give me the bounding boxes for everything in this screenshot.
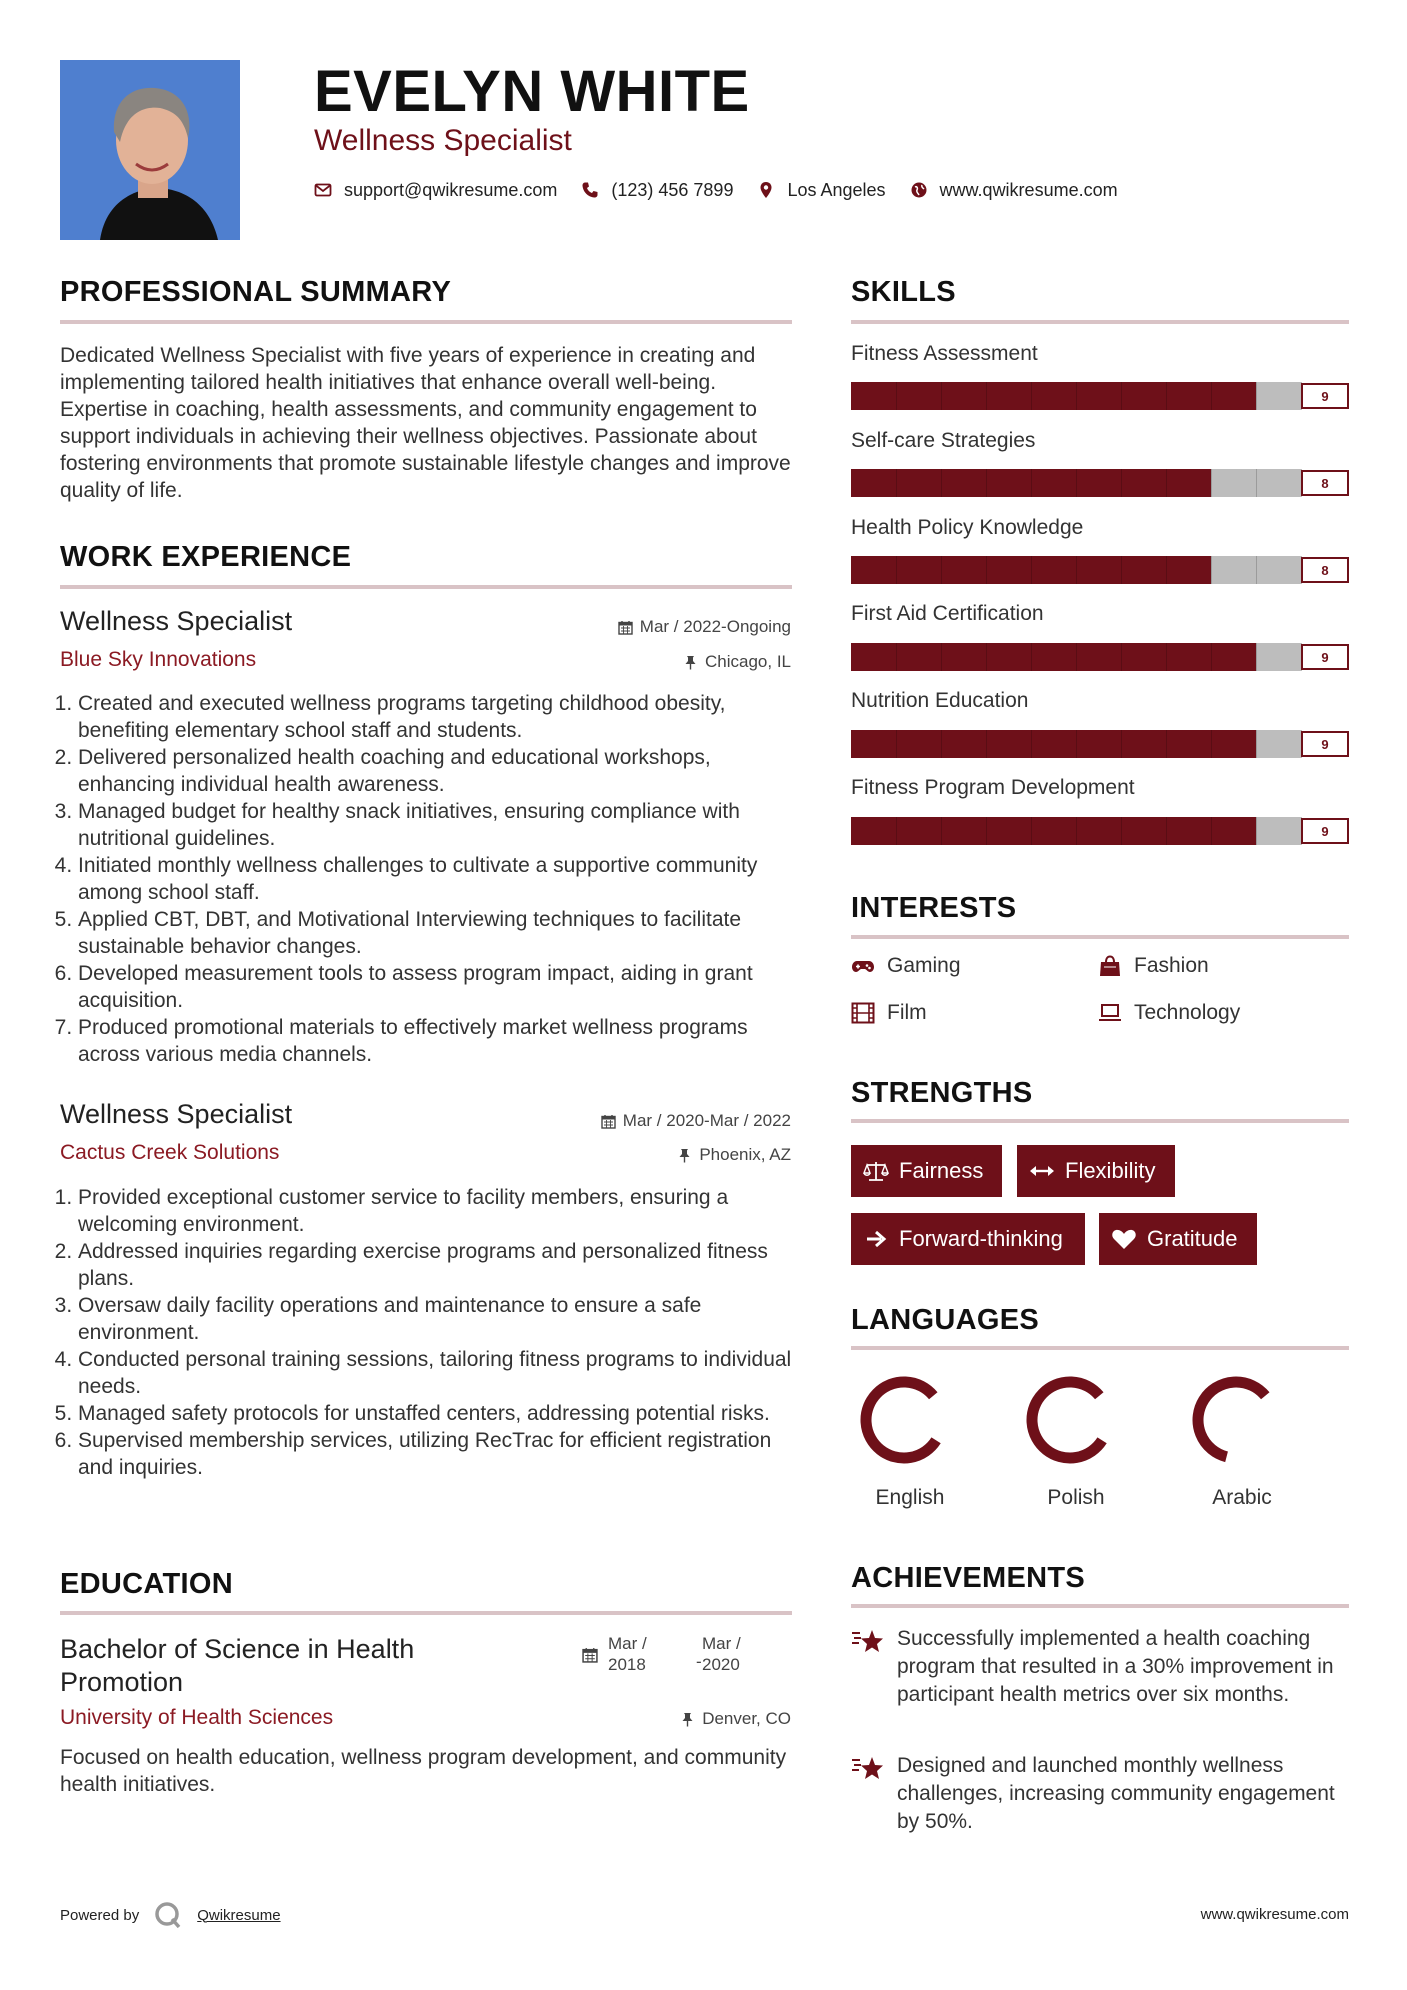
skill-bar <box>851 469 1349 497</box>
experience-heading: WORK EXPERIENCE <box>60 541 352 573</box>
job-bullet: 5. Applied CBT, DBT, and Motivational Interviewing techniques to facilitate sustainable behavior changes. <box>78 906 796 960</box>
skill-segment <box>851 817 897 845</box>
skill-segment <box>896 556 942 584</box>
pushpin-icon <box>680 1712 695 1727</box>
achievements-divider <box>851 1604 1349 1608</box>
job-bullet: 1. Created and executed wellness programs targeting childhood obesity, benefiting elementary school staff and students. <box>78 690 796 744</box>
skills-divider <box>851 320 1349 324</box>
skill-segment <box>986 556 1032 584</box>
shopping-bag-icon <box>1098 955 1122 977</box>
skill-segment <box>1076 643 1122 671</box>
contact-phone[interactable]: (123) 456 7899 <box>611 179 734 200</box>
language-arc <box>1198 1382 1265 1457</box>
language-label: English <box>875 1486 945 1509</box>
job-title: Wellness Specialist <box>60 1099 293 1129</box>
job-location <box>683 652 791 672</box>
skill-bar <box>851 730 1349 758</box>
skill-segment <box>1076 556 1122 584</box>
skill-segment <box>1031 643 1077 671</box>
skill-segment <box>1031 382 1077 410</box>
laptop-icon <box>1098 1002 1122 1024</box>
skill-segment <box>851 469 897 497</box>
strength-label: Fairness <box>899 1158 984 1183</box>
skill-segment <box>1211 382 1257 410</box>
gamepad-icon <box>851 955 875 977</box>
job-bullets <box>60 1184 796 1481</box>
summary-divider <box>60 320 792 324</box>
job-bullet: 5. Managed safety protocols for unstaffed centers, addressing potential risks. <box>78 1400 796 1427</box>
education-location <box>680 1709 791 1729</box>
skill-segment <box>1166 469 1212 497</box>
summary-heading: PROFESSIONAL SUMMARY <box>60 276 452 308</box>
profile-photo <box>60 60 240 240</box>
skill-segment <box>1121 730 1167 758</box>
skill-segment <box>941 556 987 584</box>
skill-score: 9 <box>1301 818 1349 844</box>
skill-segment <box>941 643 987 671</box>
interests-divider <box>851 935 1349 939</box>
skill-segment <box>1211 469 1257 497</box>
candidate-title: Wellness Specialist <box>314 124 572 157</box>
job-bullet: 4. Initiated monthly wellness challenges to cultivate a supportive community among school staff. <box>78 852 796 906</box>
degree-title <box>60 1633 414 1699</box>
skill-bar <box>851 817 1349 845</box>
language-ring <box>858 1374 950 1466</box>
skill-bar <box>851 556 1349 584</box>
skill-segment <box>1076 382 1122 410</box>
skill-segment <box>896 382 942 410</box>
strengths-heading: STRENGTHS <box>851 1077 1033 1109</box>
experience-divider <box>60 585 792 589</box>
skill-segment <box>986 643 1032 671</box>
degree-line: Promotion <box>60 1667 184 1697</box>
job-title: Wellness Specialist <box>60 606 293 636</box>
skill-score: 9 <box>1301 731 1349 757</box>
skill-segment <box>896 730 942 758</box>
footer-website[interactable]: www.qwikresume.com <box>1200 1906 1349 1923</box>
contact-bar <box>314 178 1142 202</box>
contact-website[interactable]: www.qwikresume.com <box>939 179 1118 200</box>
job-bullet: 7. Produced promotional materials to effectively market wellness programs across various media channels. <box>78 1014 796 1068</box>
job-bullet: 6. Developed measurement tools to assess program impact, aiding in grant acquisition. <box>78 960 796 1014</box>
balance-scale-icon <box>863 1160 889 1182</box>
interest-label: Technology <box>1134 1001 1241 1024</box>
language-ring <box>1190 1374 1282 1466</box>
skill-score: 9 <box>1301 383 1349 409</box>
skill-bar <box>851 643 1349 671</box>
skill-segment <box>1121 817 1167 845</box>
skill-segment <box>851 643 897 671</box>
strength-badge <box>851 1213 1085 1265</box>
strength-badge <box>1017 1145 1175 1197</box>
job-dates <box>618 617 791 637</box>
contact-location: Los Angeles <box>787 179 886 200</box>
job-bullet: 3. Oversaw daily facility operations and maintenance to ensure a safe environment. <box>78 1292 796 1346</box>
skill-segment <box>986 469 1032 497</box>
skill-segment <box>1121 556 1167 584</box>
achievement-text: Successfully implemented a health coaching program that resulted in a 30% improvement in participant health metrics over six months. <box>897 1627 1334 1706</box>
skill-segment <box>1256 556 1302 584</box>
skill-segment <box>896 817 942 845</box>
heart-icon <box>1111 1228 1137 1250</box>
skill-segment <box>1256 643 1302 671</box>
company-name: Cactus Creek Solutions <box>60 1141 280 1164</box>
skill-segment <box>1211 643 1257 671</box>
languages-divider <box>851 1346 1349 1350</box>
skill-segment <box>1256 817 1302 845</box>
skill-segment <box>1166 556 1212 584</box>
skill-segment <box>1076 469 1122 497</box>
date-separator: - <box>696 1652 702 1671</box>
strength-badge <box>851 1145 1002 1197</box>
skill-segment <box>1031 556 1077 584</box>
calendar-icon <box>601 1114 616 1129</box>
skill-segment <box>896 643 942 671</box>
skill-name: Nutrition Education <box>851 689 1029 712</box>
skill-segment <box>1121 469 1167 497</box>
skill-score: 8 <box>1301 557 1349 583</box>
skill-segment <box>1031 817 1077 845</box>
job-bullets <box>60 690 796 1068</box>
pushpin-icon <box>677 1148 692 1163</box>
job-location-text: Phoenix, AZ <box>699 1145 791 1164</box>
skill-name: First Aid Certification <box>851 602 1044 625</box>
interest-item <box>851 954 961 978</box>
globe-icon <box>910 181 928 199</box>
school-name: University of Health Sciences <box>60 1706 334 1729</box>
interest-label: Film <box>887 1001 927 1024</box>
job-location <box>677 1145 791 1165</box>
skill-segment <box>986 382 1032 410</box>
qwikresume-link[interactable]: Qwikresume <box>197 1906 281 1924</box>
education-heading: EDUCATION <box>60 1568 233 1600</box>
skill-name: Fitness Assessment <box>851 342 1038 365</box>
map-marker-icon <box>757 181 775 199</box>
skill-bar <box>851 382 1349 410</box>
skill-segment <box>1166 730 1212 758</box>
job-dates-text: Mar / 2020-Mar / 2022 <box>622 1111 791 1130</box>
date-year: 2020 <box>702 1655 740 1674</box>
education-location-text: Denver, CO <box>702 1709 791 1728</box>
language-label: Arabic <box>1212 1486 1272 1509</box>
job-bullet: 4. Conducted personal training sessions, tailoring fitness programs to individual needs. <box>78 1346 796 1400</box>
job-bullet: 1. Provided exceptional customer service to facility members, ensuring a welcoming environment. <box>78 1184 796 1238</box>
skill-name: Health Policy Knowledge <box>851 516 1084 539</box>
footer-powered-by <box>60 1900 281 1930</box>
pushpin-icon <box>683 655 698 670</box>
powered-by-label: Powered by <box>60 1906 140 1924</box>
strength-label: Forward-thinking <box>899 1226 1063 1251</box>
skill-segment <box>896 469 942 497</box>
skills-heading: SKILLS <box>851 276 956 308</box>
film-icon <box>851 1002 875 1024</box>
skill-segment <box>1256 469 1302 497</box>
job-bullet: 6. Supervised membership services, utilizing RecTrac for efficient registration and inquiries. <box>78 1427 796 1481</box>
skill-segment <box>1211 817 1257 845</box>
interest-item <box>1098 954 1209 978</box>
skill-segment <box>1256 730 1302 758</box>
interest-label: Gaming <box>887 954 961 977</box>
degree-line: Bachelor of Science in Health <box>60 1634 415 1664</box>
skill-name: Fitness Program Development <box>851 776 1135 799</box>
envelope-icon <box>314 181 332 199</box>
company-name: Blue Sky Innovations <box>60 648 257 671</box>
skill-name: Self-care Strategies <box>851 429 1036 452</box>
skill-segment <box>1121 643 1167 671</box>
achievement-item <box>851 1625 1346 1709</box>
skill-segment <box>941 382 987 410</box>
education-description: Focused on health education, wellness program development, and community health initiatives. <box>60 1746 787 1796</box>
interests-heading: INTERESTS <box>851 892 1017 924</box>
job-bullet: 2. Delivered personalized health coaching and educational workshops, enhancing individual health awareness. <box>78 744 796 798</box>
skill-segment <box>851 730 897 758</box>
date-month: Mar / <box>702 1634 741 1653</box>
strength-label: Flexibility <box>1065 1158 1156 1183</box>
interest-item <box>1098 1001 1240 1025</box>
language-arc <box>1032 1382 1102 1458</box>
skill-segment <box>1166 817 1212 845</box>
skill-segment <box>1031 469 1077 497</box>
calendar-icon <box>582 1647 598 1663</box>
achievements-heading: ACHIEVEMENTS <box>851 1562 1086 1594</box>
skill-segment <box>1211 556 1257 584</box>
achievement-text: Designed and launched monthly wellness challenges, increasing community engagement by 50%. <box>897 1754 1335 1833</box>
languages-heading: LANGUAGES <box>851 1304 1039 1336</box>
strengths-divider <box>851 1119 1349 1123</box>
skill-segment <box>1166 643 1212 671</box>
phone-icon <box>581 181 599 199</box>
language-arc <box>866 1382 936 1458</box>
job-bullet: 2. Addressed inquiries regarding exercise programs and personalized fitness plans. <box>78 1238 796 1292</box>
date-year: 2018 <box>608 1655 646 1674</box>
skill-segment <box>941 817 987 845</box>
skill-segment <box>1076 817 1122 845</box>
calendar-icon <box>618 620 633 635</box>
arrow-right-icon <box>863 1228 889 1250</box>
education-end-date <box>702 1633 741 1675</box>
skill-segment <box>941 730 987 758</box>
language-label: Polish <box>1047 1486 1105 1509</box>
skill-segment <box>986 730 1032 758</box>
skill-score: 8 <box>1301 470 1349 496</box>
job-dates <box>601 1111 791 1131</box>
job-dates-text: Mar / 2022-Ongoing <box>639 617 791 636</box>
arrows-horizontal-icon <box>1029 1160 1055 1182</box>
education-divider <box>60 1611 792 1615</box>
achievement-item <box>851 1752 1346 1836</box>
skill-score: 9 <box>1301 644 1349 670</box>
skill-segment <box>941 469 987 497</box>
contact-email[interactable]: support@qwikresume.com <box>344 179 558 200</box>
job-bullet: 3. Managed budget for healthy snack initiatives, ensuring compliance with nutritional guidelines. <box>78 798 796 852</box>
shooting-star-icon <box>851 1754 885 1782</box>
skill-segment <box>1031 730 1077 758</box>
shooting-star-icon <box>851 1627 885 1655</box>
skill-segment <box>986 817 1032 845</box>
strength-label: Gratitude <box>1147 1226 1238 1251</box>
skill-segment <box>851 556 897 584</box>
education-start-date <box>608 1633 647 1675</box>
job-location-text: Chicago, IL <box>705 652 791 671</box>
strength-badge <box>1099 1213 1257 1265</box>
language-ring <box>1024 1374 1116 1466</box>
skill-segment <box>1076 730 1122 758</box>
skill-segment <box>1166 382 1212 410</box>
candidate-name: EVELYN WHITE <box>314 59 750 124</box>
skill-segment <box>851 382 897 410</box>
interest-item <box>851 1001 927 1025</box>
qwikresume-logo-icon <box>153 1900 183 1930</box>
date-month: Mar / <box>608 1634 647 1653</box>
skill-segment <box>1256 382 1302 410</box>
interest-label: Fashion <box>1134 954 1209 977</box>
skill-segment <box>1121 382 1167 410</box>
skill-segment <box>1211 730 1257 758</box>
summary-text: Dedicated Wellness Specialist with five years of experience in creating and implementing tailored health initiatives that enhance overall well-being. Expertise in coaching, health assessments, and community engagement to support individuals in achieving their wellness objectives. Passionate about fostering environments that promote sustainable lifestyle changes and improve quality of life. <box>60 344 791 502</box>
